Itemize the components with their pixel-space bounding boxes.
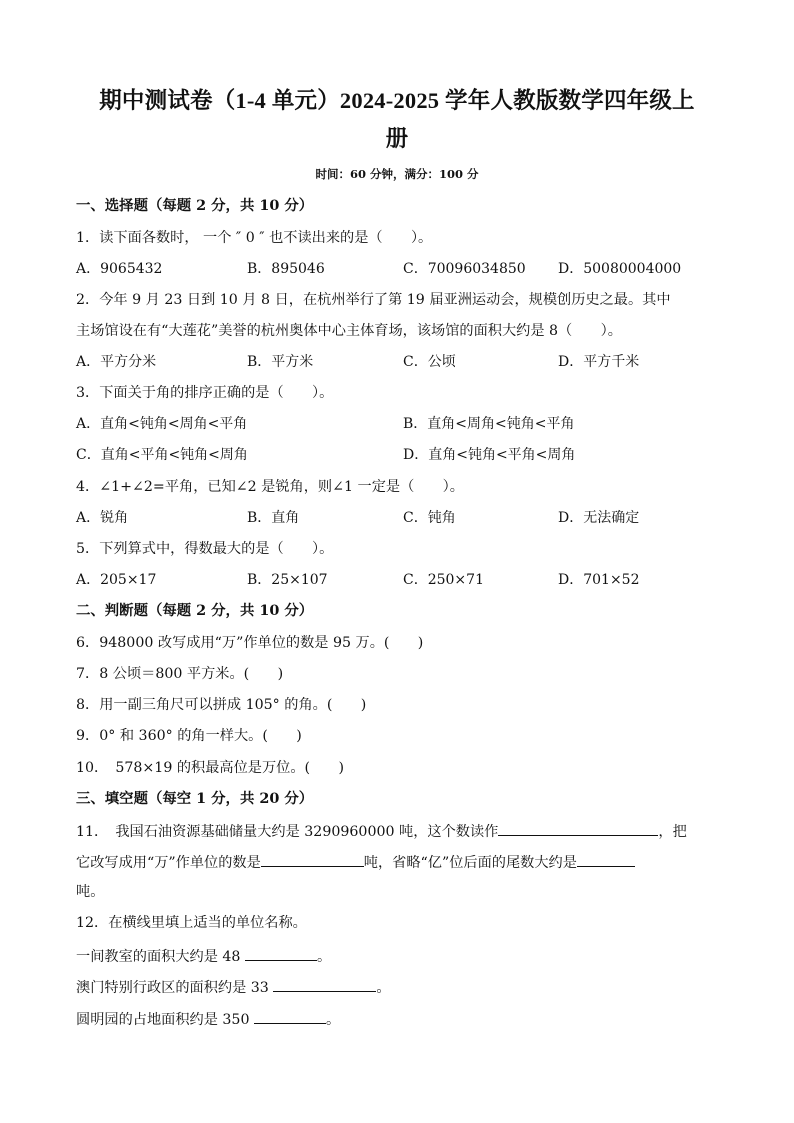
q12-item-3-end: 。 xyxy=(325,1012,341,1028)
q5-option-d: D．701×52 xyxy=(558,572,640,588)
q5-option-a: A．205×17 xyxy=(76,572,157,588)
answer-blank-11c[interactable] xyxy=(577,851,635,867)
q2-option-a: A．平方分米 xyxy=(76,354,157,370)
question-12-item-1 xyxy=(76,945,331,967)
question-6: 6．948000 改写成用“万”作单位的数是 95 万。( ) xyxy=(76,635,424,651)
question-1-stem: 1．读下面各数时， 一个 ″ 0 ″ 也不读出来的是（ ）。 xyxy=(76,230,433,246)
q2-option-d: D．平方千米 xyxy=(558,354,640,370)
q4-option-d: D．无法确定 xyxy=(558,510,640,526)
q1-option-d: D．50080004000 xyxy=(558,261,682,277)
answer-blank-11b[interactable] xyxy=(261,851,364,867)
q12-item-1-end: 。 xyxy=(316,949,332,965)
q4-option-c: C．钝角 xyxy=(403,510,456,526)
q3-option-c: C．直角<平角<钝角<周角 xyxy=(76,447,248,463)
question-3-stem: 3．下面关于角的排序正确的是（ ）。 xyxy=(76,385,334,401)
answer-blank-11a[interactable] xyxy=(498,820,658,836)
section-heading-fill: 三、填空题（每空 1 分，共 20 分） xyxy=(76,790,314,807)
question-11-line-2 xyxy=(76,851,635,873)
q2-option-b: B．平方米 xyxy=(247,354,314,370)
answer-blank-12a[interactable] xyxy=(245,945,317,961)
title-line-2: 册 xyxy=(385,126,409,151)
q1-option-a: A．9065432 xyxy=(76,261,163,277)
q4-option-a: A．锐角 xyxy=(76,510,129,526)
section-heading-choice: 一、选择题（每题 2 分，共 10 分） xyxy=(76,197,314,214)
q4-option-b: B．直角 xyxy=(247,510,300,526)
question-5-stem: 5．下列算式中，得数最大的是（ ）。 xyxy=(76,541,334,557)
q3-option-a: A．直角<钝角<周角<平角 xyxy=(76,416,248,432)
question-9: 9．0° 和 360° 的角一样大。( ) xyxy=(76,728,302,744)
q3-option-d: D．直角<钝角<平角<周角 xyxy=(403,447,576,463)
title-line-1: 期中测试卷（1-4 单元）2024-2025 学年人教版数学四年级上 xyxy=(99,88,695,113)
question-11-text-d: 吨，省略“亿”位后面的尾数大约是 xyxy=(363,855,577,871)
q1-option-b: B．895046 xyxy=(247,261,325,277)
q12-item-2-text: 澳门特别行政区的面积约是 33 xyxy=(76,980,269,996)
question-12-stem: 12．在横线里填上适当的单位名称。 xyxy=(76,915,307,931)
answer-blank-12c[interactable] xyxy=(254,1008,326,1024)
q3-option-b: B．直角<周角<钝角<平角 xyxy=(403,416,575,432)
question-11-text-a: 11． 我国石油资源基础储量大约是 3290960000 吨，这个数读作 xyxy=(76,824,499,840)
question-11-text-b: ，把 xyxy=(658,824,687,840)
question-12-item-3 xyxy=(76,1008,340,1030)
page-title xyxy=(60,82,734,158)
question-8: 8．用一副三角尺可以拼成 105° 的角。( ) xyxy=(76,697,367,713)
q2-option-c: C．公顷 xyxy=(403,354,456,370)
q12-item-2-end: 。 xyxy=(376,980,391,996)
question-11-text-c: 它改写成用“万”作单位的数是 xyxy=(76,855,261,871)
answer-blank-12b[interactable] xyxy=(273,976,376,992)
exam-info: 时间：60 分钟，满分：100 分 xyxy=(315,167,479,181)
q1-option-c: C．70096034850 xyxy=(403,261,526,277)
q5-option-c: C．250×71 xyxy=(403,572,484,588)
q12-item-1-text: 一间教室的面积大约是 48 xyxy=(76,949,241,965)
question-12-item-2 xyxy=(76,976,391,998)
question-2-stem-line-2: 主场馆设在有“大莲花”美誉的杭州奥体中心主体育场，该场馆的面积大约是 8（ ）。 xyxy=(76,323,622,339)
question-11-line-1 xyxy=(76,820,687,842)
question-4-stem: 4．∠1+∠2=平角，已知∠2 是锐角，则∠1 一定是（ ）。 xyxy=(76,479,464,495)
q12-item-3-text: 圆明园的占地面积约是 350 xyxy=(76,1012,250,1028)
section-heading-judge: 二、判断题（每题 2 分，共 10 分） xyxy=(76,602,314,619)
question-11-line-3: 吨。 xyxy=(76,884,105,900)
question-2-stem-line-1: 2．今年 9 月 23 日到 10 月 8 日，在杭州举行了第 19 届亚洲运动会，规模创历史之最。其中 xyxy=(76,292,671,308)
question-7: 7．8 公顷＝800 平方米。( ) xyxy=(76,666,284,682)
question-10: 10． 578×19 的积最高位是万位。( ) xyxy=(76,760,344,776)
q5-option-b: B．25×107 xyxy=(247,572,328,588)
